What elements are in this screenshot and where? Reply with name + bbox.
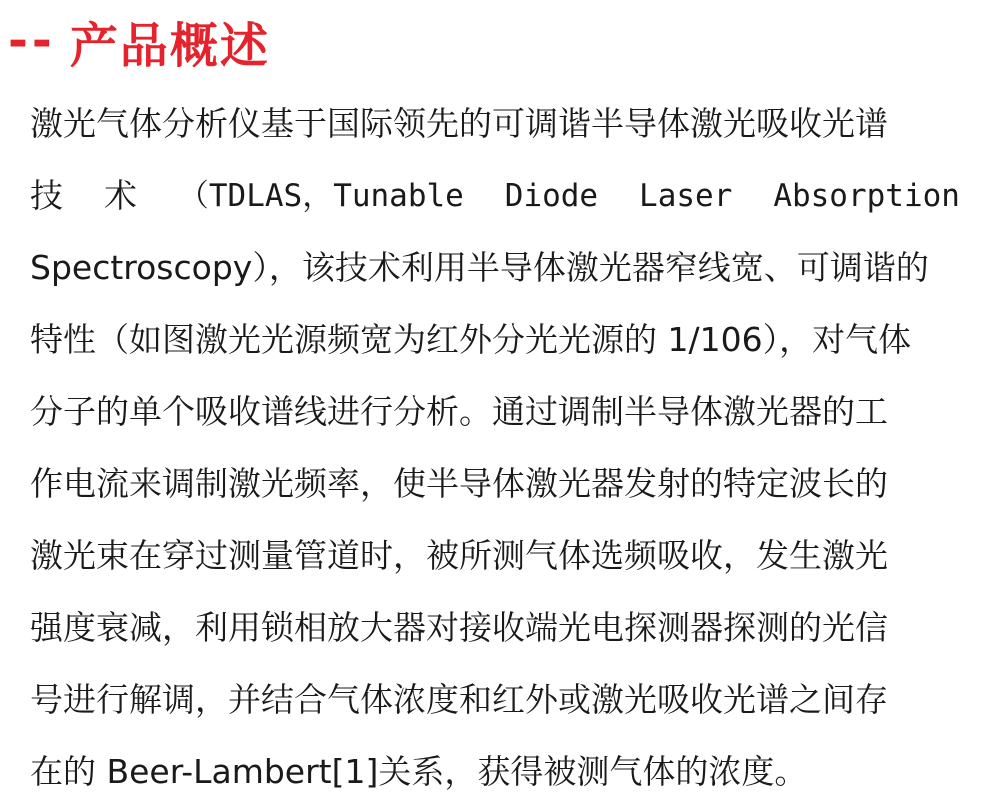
heading-dash-prefix: -- [8,13,56,69]
paragraph-line-1: 激光气体分析仪基于国际领先的可调谐半导体激光吸收光谱 [30,104,888,143]
paragraph-word: Laser [639,178,733,214]
paragraph-line-6: 作电流来调制激光频率，使半导体激光器发射的特定波长的 [30,464,888,503]
paragraph-word: 术 [103,176,137,215]
paragraph-line-8: 强度衰减，利用锁相放大器对接收端光电探测器探测的光信 [30,608,888,647]
paragraph-line-10: 在的 Beer-Lambert[1]关系，获得被测气体的浓度。 [30,752,808,791]
product-overview-paragraph [30,88,960,808]
paragraph-line-3: Spectroscopy），该技术利用半导体激光器窄线宽、可调谐的 [30,248,929,287]
section-heading [8,6,270,76]
paragraph-word: Absorption [773,178,960,214]
paragraph-line-4: 特性（如图激光光源频宽为红外分光光源的 1/106），对气体 [30,320,912,359]
paragraph-line-9: 号进行解调，并结合气体浓度和红外或激光吸收光谱之间存 [30,680,888,719]
paragraph-word: Diode [504,178,599,214]
heading-title: 产品概述 [69,17,270,74]
paragraph-word: 技 [30,176,63,215]
paragraph-line-2 [30,160,960,232]
paragraph-line-7: 激光束在穿过测量管道时，被所测气体选频吸收，发生激光 [30,536,888,575]
paragraph-line-5: 分子的单个吸收谱线进行分析。通过调制半导体激光器的工 [30,392,888,431]
paragraph-word: （TDLAS，Tunable [177,178,464,214]
